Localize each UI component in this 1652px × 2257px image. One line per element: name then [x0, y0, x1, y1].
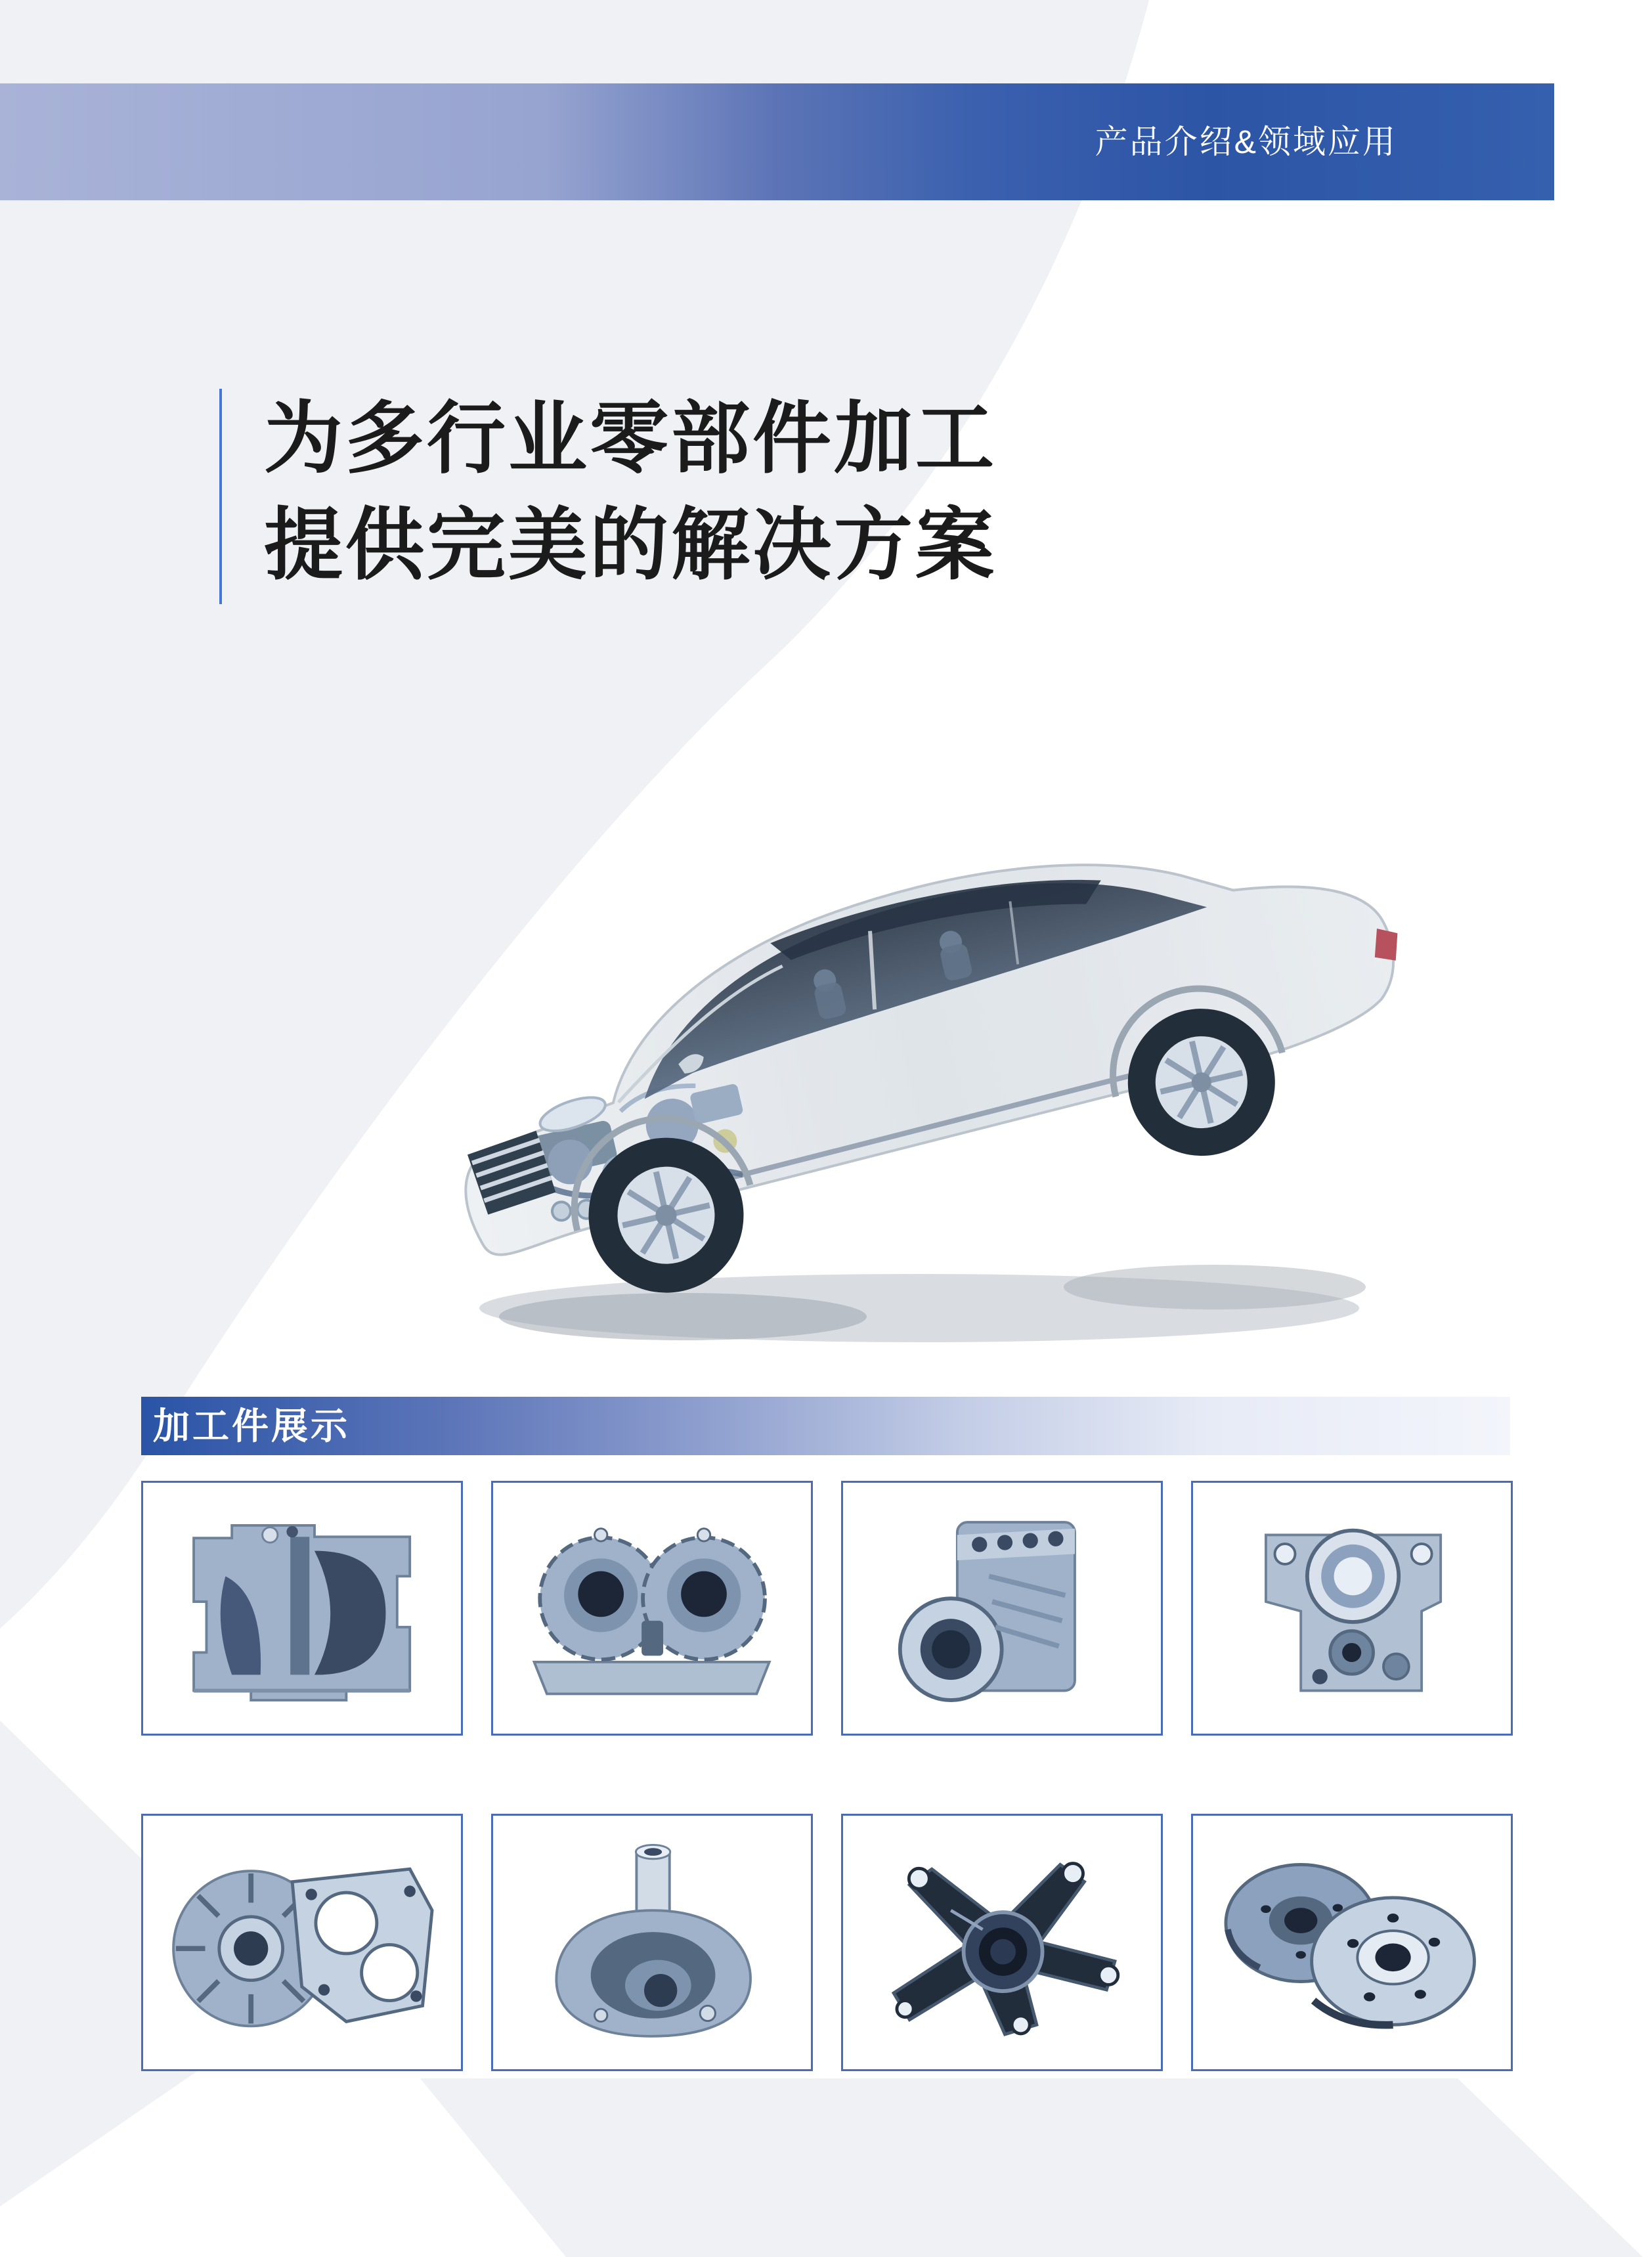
gray-band-bottom: [420, 2078, 1643, 2257]
ribbed-transmission-housing-icon: [156, 1826, 448, 2059]
twin-bore-casting-icon: [506, 1493, 798, 1723]
valve-housing-icon: [1206, 1493, 1498, 1723]
car-shadow-rear: [1064, 1265, 1366, 1309]
top-banner-label: 产品介绍&领域应用: [1095, 123, 1397, 160]
top-banner: [0, 83, 1554, 200]
showcase-section-bar: [141, 1397, 1510, 1455]
brake-discs-icon: [1206, 1826, 1498, 2059]
cutaway-sedan-image: [374, 637, 1504, 1359]
page-title-line1: 为多行业零部件加工: [264, 395, 997, 483]
part-tile: [1191, 1814, 1513, 2071]
part-tile: [141, 1814, 463, 2071]
part-tile: [1191, 1481, 1513, 1736]
flange-hub-housing-icon: [506, 1826, 798, 2059]
page-title: [264, 385, 997, 598]
part-tile: [141, 1481, 463, 1736]
part-tile: [841, 1481, 1163, 1736]
showcase-section-label: 加工件展示: [153, 1405, 350, 1447]
part-tile: [841, 1814, 1163, 2071]
parts-row-2: [141, 1814, 1513, 2071]
parts-row-1: [141, 1481, 1513, 1736]
cutaway-car-icon: [374, 637, 1504, 1359]
part-tile: [491, 1481, 813, 1736]
page-title-line2: 提供完美的解决方案: [264, 501, 997, 589]
engine-block-section-icon: [156, 1493, 448, 1723]
steering-knuckle-icon: [856, 1826, 1148, 2059]
pump-body-casting-icon: [856, 1493, 1148, 1723]
part-tile: [491, 1814, 813, 2071]
car-shadow-front: [499, 1293, 867, 1340]
heading-accent-rule: [219, 389, 222, 604]
